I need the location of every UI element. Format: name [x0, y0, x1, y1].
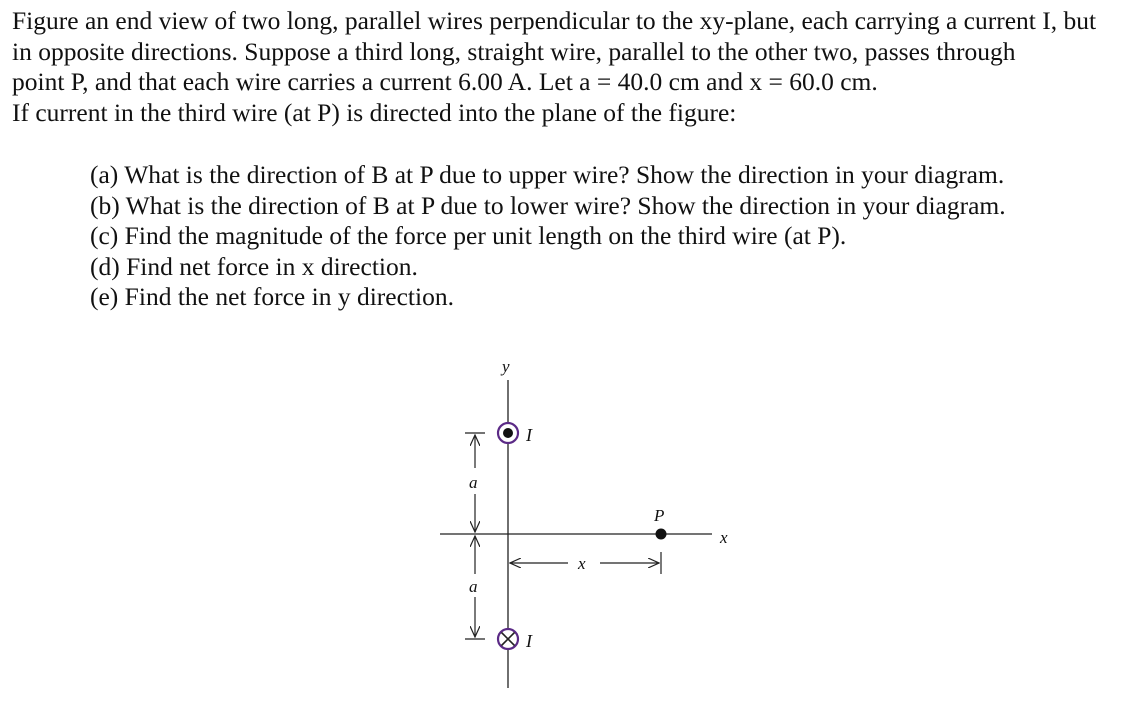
dimension-x-label: x: [578, 554, 586, 573]
dot-icon: [503, 428, 513, 438]
dimension-a-top-label: a: [469, 473, 478, 492]
point-p: [656, 529, 667, 540]
question-b: (b) What is the direction of B at P due to lower wire? Show the direction in your diagram.: [90, 190, 1006, 220]
problem-line-4: If current in the third wire (at P) is directed into the plane of the figure:: [12, 97, 737, 127]
y-axis-label: y: [502, 357, 510, 376]
question-e: (e) Find the net force in y direction.: [90, 282, 454, 311]
point-p-label: P: [654, 506, 665, 525]
lower-current-label: I: [526, 631, 532, 651]
problem-line-3: point P, and that each wire carries a current 6.00 A. Let a = 40.0 cm and x = 60.0 cm.: [12, 67, 878, 96]
question-c: (c) Find the magnitude of the force per unit length on the third wire (at P).: [90, 221, 847, 250]
upper-current-label: I: [526, 425, 532, 445]
lower-wire-into-page: [498, 629, 518, 649]
dimension-a-bottom-label: a: [469, 577, 478, 596]
problem-line-2: in opposite directions. Suppose a third long, straight wire, parallel to the other two, passes through: [12, 36, 1016, 66]
problem-line-1: Figure an end view of two long, parallel wires perpendicular to the xy-plane, each carrying a current I, but: [12, 6, 1097, 35]
question-a: (a) What is the direction of B at P due to upper wire? Show the direction in your diagram.: [90, 160, 1005, 189]
question-d: (d) Find net force in x direction.: [90, 251, 418, 281]
x-axis-label: x: [720, 528, 728, 547]
upper-wire-out-of-page: [498, 423, 518, 443]
